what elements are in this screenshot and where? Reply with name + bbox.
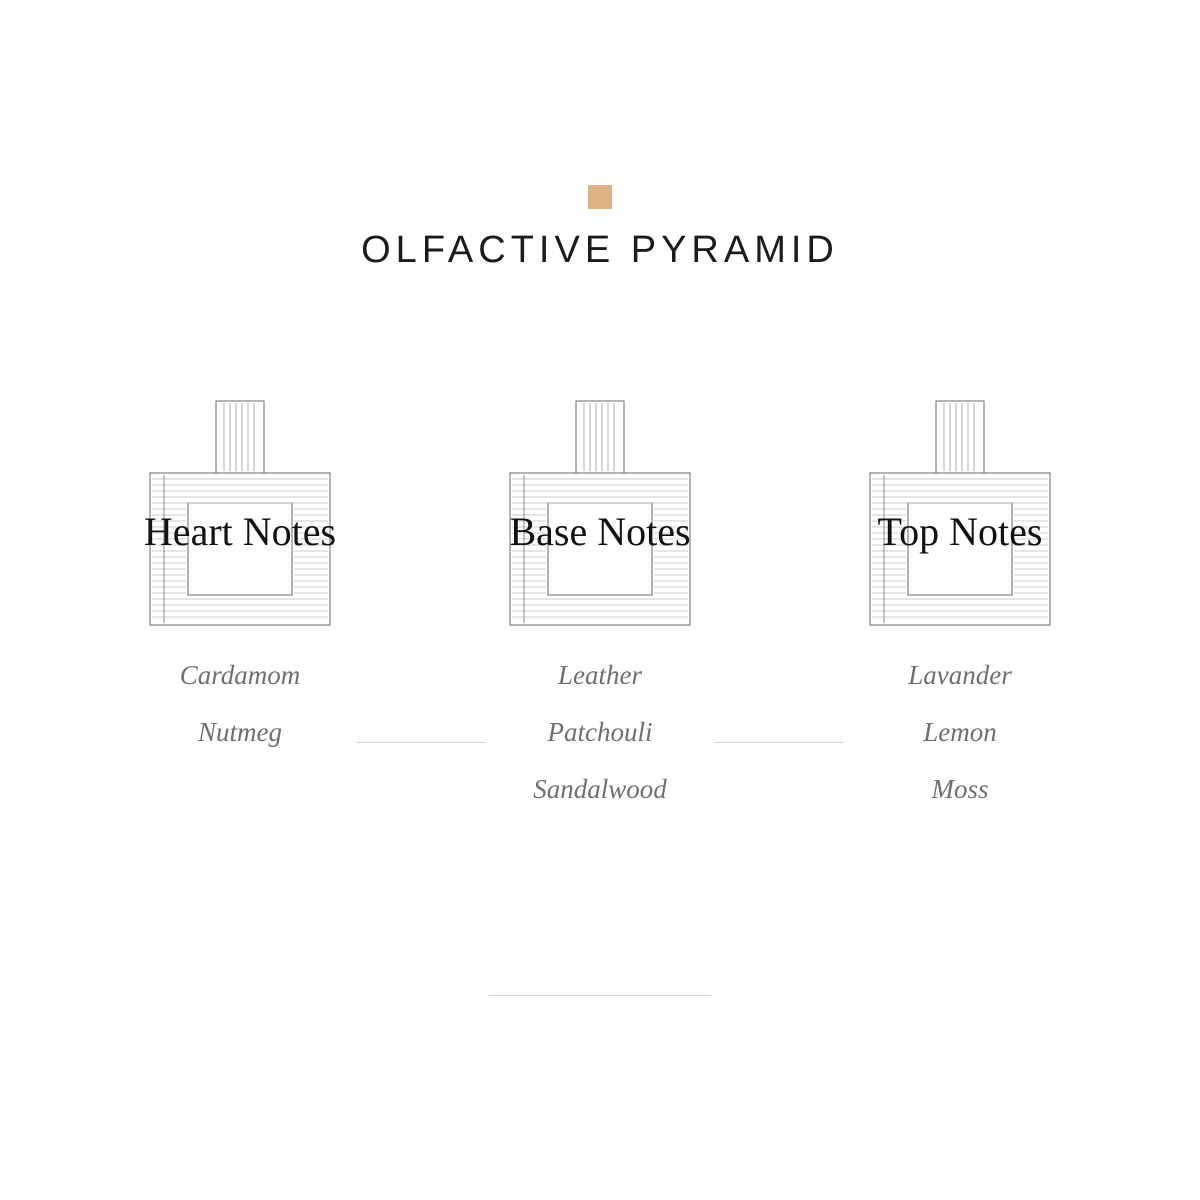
note-item: Moss [931, 774, 989, 804]
bottle-illustration-wrap [420, 380, 780, 640]
bottom-divider [489, 995, 711, 996]
note-item: Lavander [908, 660, 1012, 690]
notes-list [420, 662, 780, 803]
note-item: Cardamom [179, 660, 301, 690]
column-title: Base Notes [509, 509, 691, 554]
notes-column-top [780, 380, 1140, 833]
bottle-illustration-wrap [60, 380, 420, 640]
notes-list [60, 662, 420, 746]
page-header [0, 185, 1200, 269]
column-title: Top Notes [877, 509, 1043, 554]
note-item: Sandalwood [533, 774, 667, 804]
note-item: Lemon [923, 717, 997, 747]
bottle-illustration-wrap [780, 380, 1140, 640]
notes-column-base [420, 380, 780, 833]
note-item: Patchouli [547, 717, 653, 747]
note-item: Leather [558, 660, 642, 690]
notes-list [780, 662, 1140, 803]
page-title: OLFACTIVE PYRAMID [361, 229, 839, 271]
column-divider-right [714, 742, 844, 743]
column-title: Heart Notes [143, 509, 337, 554]
accent-square-icon [588, 185, 612, 209]
notes-columns [60, 380, 1140, 833]
column-divider-left [356, 742, 486, 743]
note-item: Nutmeg [198, 717, 282, 747]
notes-column-heart [60, 380, 420, 833]
